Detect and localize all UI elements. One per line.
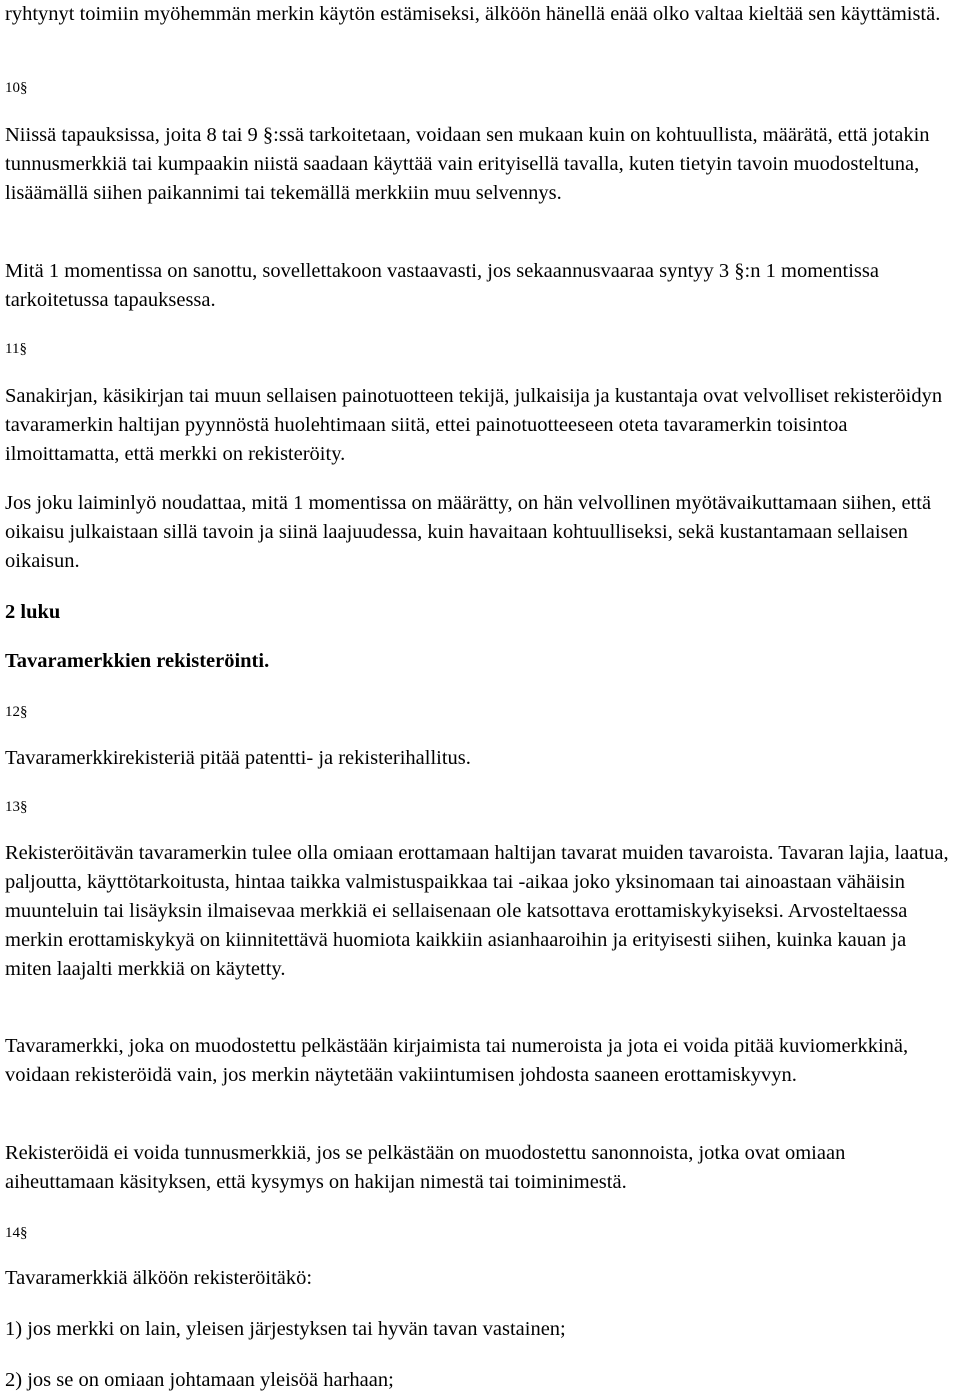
list-item-14-2: 2) jos se on omiaan johtamaan yleisöä harhaan; bbox=[5, 1369, 394, 1391]
section-number-13: 13§ bbox=[5, 799, 28, 815]
chapter-heading: 2 luku bbox=[5, 601, 61, 623]
paragraph-intro: ryhtynyt toimiin myöhemmän merkin käytön estämiseksi, älköön hänellä enää olko valtaa kieltää sen käyttämistä. bbox=[5, 3, 941, 25]
section-number-14: 14§ bbox=[5, 1225, 28, 1241]
section-number-10: 10§ bbox=[5, 80, 28, 96]
paragraph-11-1: Sanakirjan, käsikirjan tai muun sellaisen painotuotteen tekijä, julkaisija ja kustantaja ovat velvolliset rekisteröidyn tavaramerkin haltijan pyynnöstä huolehtimaan siitä, ettei painotuotteeseen oteta tavaramerkin toisintoa ilmoittamatta, että merkki on rekisteröity. bbox=[5, 385, 943, 465]
chapter-title: Tavaramerkkien rekisteröinti. bbox=[5, 650, 270, 672]
paragraph-11-2: Jos joku laiminlyö noudattaa, mitä 1 momentissa on määrätty, on hän velvollinen myötävaikuttamaan siihen, että oikaisu julkaistaan sillä tavoin ja siinä laajuudessa, kuin havaitaan kohtuulliseksi, sekä kustantamaan sellaisen oikaisun. bbox=[5, 492, 932, 572]
section-number-11: 11§ bbox=[5, 341, 27, 357]
paragraph-13-2: Tavaramerkki, joka on muodostettu pelkästään kirjaimista tai numeroista ja jota ei voida pitää kuviomerkkinä, voidaan rekisteröidä vain, jos merkin näytetään vakiintumisen johdosta saaneen erottamiskyvyn. bbox=[5, 1035, 909, 1086]
paragraph-10-2: Mitä 1 momentissa on sanottu, sovellettakoon vastaavasti, jos sekaannusvaaraa syntyy 3 §:n 1 momentissa tarkoitetussa tapauksessa. bbox=[5, 260, 879, 311]
paragraph-10-1: Niissä tapauksissa, joita 8 tai 9 §:ssä tarkoitetaan, voidaan sen mukaan kuin on kohtuullista, määrätä, että jotakin tunnusmerkkiä tai kumpaakin niistä saadaan käyttää vain erityisellä tavalla, kuten tietyin tavoin muodosteltuna, lisäämällä siihen paikannimi tai tekemällä merkkiin muu selvennys. bbox=[5, 124, 930, 204]
paragraph-13-1: Rekisteröitävän tavaramerkin tulee olla omiaan erottamaan haltijan tavarat muiden tavaroista. Tavaran lajia, laatua, paljoutta, käyttötarkoitusta, hintaa taikka valmistuspaikkaa tai -aikaa joko yksinomaan tai ainoastaan vähäisin muunteluin tai lisäyksin ilmaisevaa merkkiä ei sellaisenaan ole katsottava erottamiskykyiseksi. Arvosteltaessa merkin erottamiskykyä on kiinnitettävä huomiota kaikkiin asianhaaroihin ja erityisesti siihen, kuinka kauan ja miten laajalti merkkiä on käytetty. bbox=[5, 842, 949, 980]
paragraph-14-1: Tavaramerkkiä älköön rekisteröitäkö: bbox=[5, 1267, 313, 1289]
list-item-14-1: 1) jos merkki on lain, yleisen järjestyksen tai hyvän tavan vastainen; bbox=[5, 1318, 566, 1340]
paragraph-13-3: Rekisteröidä ei voida tunnusmerkkiä, jos se pelkästään on muodostettu sanonnoista, jotka ovat omiaan aiheuttamaan käsityksen, että kysymys on hakijan nimestä tai toiminimestä. bbox=[5, 1142, 846, 1193]
paragraph-12-1: Tavaramerkkirekisteriä pitää patentti- ja rekisterihallitus. bbox=[5, 747, 471, 769]
section-number-12: 12§ bbox=[5, 704, 28, 720]
